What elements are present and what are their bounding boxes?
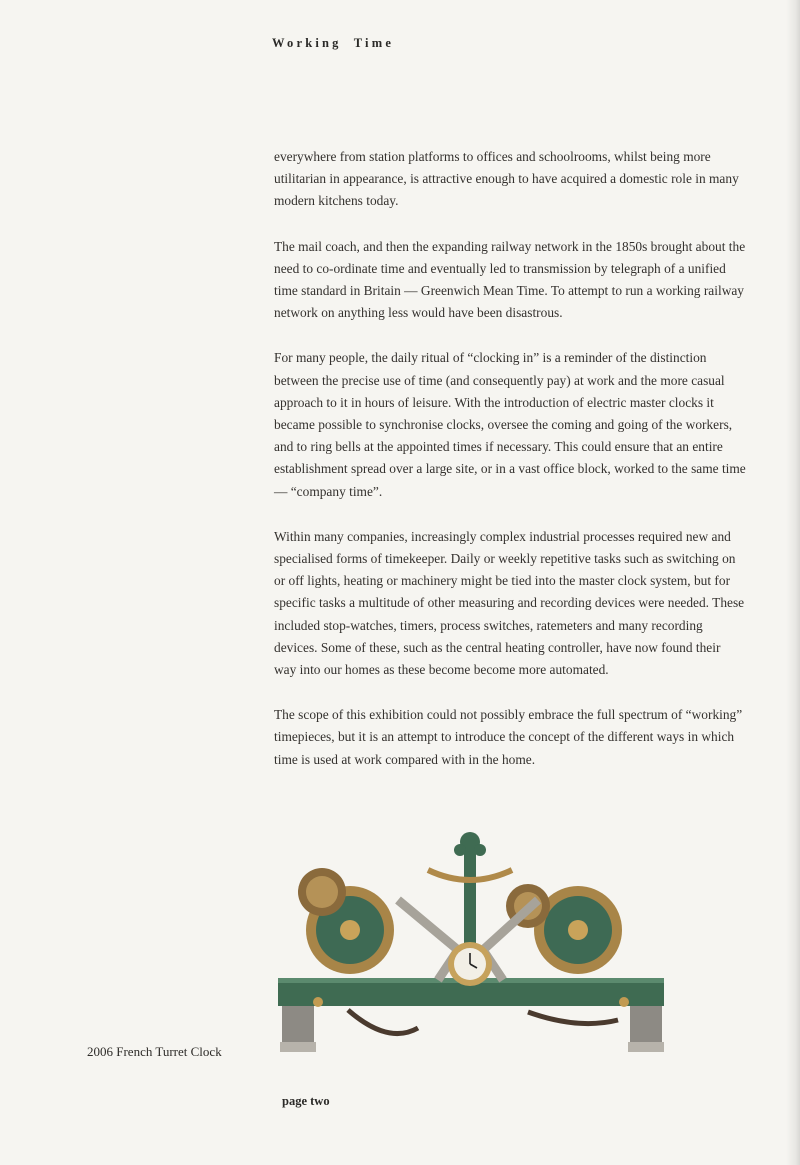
paragraph-5: The scope of this exhibition could not possibly embrace the full spectrum of “working” timepieces, but it is an attempt to introduce the concept of the different ways in which time is used at work compared with in the home. (274, 707, 743, 767)
finial-leaf (474, 844, 486, 856)
paragraph-4: Within many companies, increasingly complex industrial processes required new and specialised forms of timekeeper. Daily or weekly repetitive tasks such as switching on or off lights, heating or machinery might be tied into the master clock system, but for specific tasks a multitude of other measuring and recording devices were needed. These included stop-watches, timers, process switches, ratemeters and many recording devices. Some of these, such as the central heating controller, have now found their way into our homes as these become become more automated. (274, 528, 745, 678)
clock-leg-right (630, 1000, 662, 1048)
figure-caption: 2006 French Turret Clock (87, 1044, 222, 1059)
running-head: Working Time (272, 36, 395, 50)
page-number: page two (282, 1094, 330, 1108)
paragraph-3: For many people, the daily ritual of “clocking in” is a reminder of the distinction between the precise use of time (and consequently pay) at work and the more casual approach to it in hours of leisure. With the introduction of electric master clocks it became possible to synchronise clocks, oversee the coming and going of the workers, and to ring bells at the appointed times if necessary. This could ensure that an entire establishment spread over a large site, or in a vast office block, worked to the same time — “company time”. (274, 350, 746, 499)
clock-foot-right (628, 1042, 664, 1052)
turret-clock-illustration (278, 830, 668, 1060)
clock-foot-left (280, 1042, 316, 1052)
finial-leaf (454, 844, 466, 856)
page-edge-shadow (786, 0, 800, 1165)
paragraph-1: everywhere from station platforms to offices and schoolrooms, whilst being more utilitarian in appearance, is attractive enough to have acquired a domestic role in many modern kitchens today. (274, 149, 739, 209)
clock-leg-left (282, 1000, 314, 1048)
left-small-gear-inner (306, 876, 338, 908)
paragraph-2: The mail coach, and then the expanding railway network in the 1850s brought about the need to co-ordinate time and eventually led to transmission by telegraph of a unified time standard in Britain — Greenwich Mean Time. To attempt to run a working railway network on anything less would have been disastrous. (274, 238, 746, 321)
left-gear-hub (340, 920, 360, 940)
body-text (274, 146, 746, 794)
clock-strap (528, 1012, 618, 1024)
frame-bolt (313, 997, 323, 1007)
clock-strap (348, 1010, 418, 1034)
frame-bolt (619, 997, 629, 1007)
right-gear-hub (568, 920, 588, 940)
